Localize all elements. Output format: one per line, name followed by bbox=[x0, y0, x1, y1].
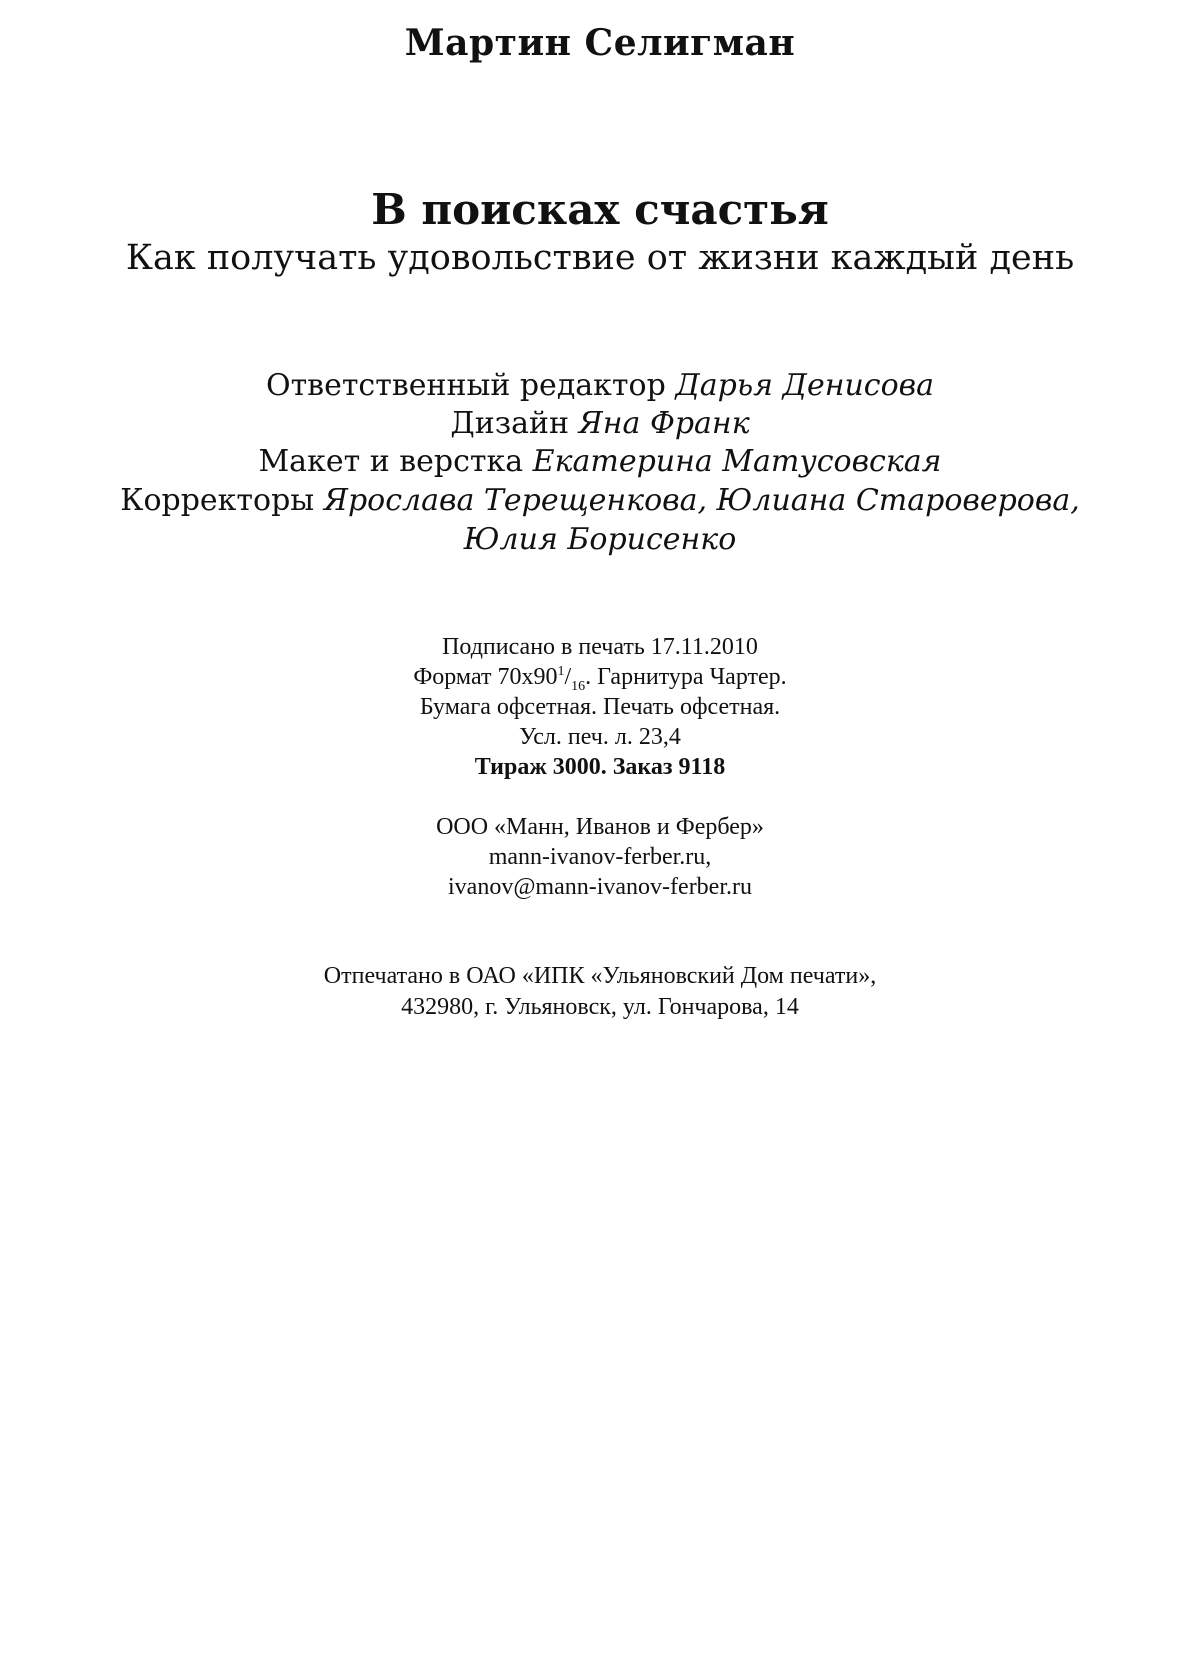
credit-editor-name: Дарья Денисова bbox=[675, 368, 934, 403]
imprint-format-sup: 1 bbox=[557, 664, 565, 679]
credit-design bbox=[0, 406, 1200, 441]
imprint-format-sub: 16 bbox=[571, 678, 586, 694]
imprint-print-run: Тираж 3000. Заказ 9118 bbox=[474, 754, 726, 780]
credit-design-name: Яна Франк bbox=[578, 406, 750, 441]
credit-layout-name: Екатерина Матусовская bbox=[532, 444, 942, 479]
credit-layout-role: Макет и верстка bbox=[258, 444, 524, 479]
credit-layout bbox=[0, 444, 1200, 479]
author-name: Мартин Селигман bbox=[404, 22, 796, 64]
credit-proofreaders-names: Ярослава Терещенкова, Юлиана Староверова, bbox=[323, 483, 1080, 518]
publisher-name: ООО «Манн, Иванов и Фербер» bbox=[436, 814, 764, 840]
imprint-format-slash: / bbox=[564, 664, 572, 690]
credit-editor bbox=[0, 368, 1200, 403]
printer-line-1: Отпечатано в ОАО «ИПК «Ульяновский Дом печати», bbox=[323, 963, 877, 989]
publisher-site: mann-ivanov-ferber.ru, bbox=[488, 844, 712, 870]
imprint-format bbox=[0, 664, 1200, 694]
imprint-paper: Бумага офсетная. Печать офсетная. bbox=[419, 694, 781, 720]
credit-proofreaders-role: Корректоры bbox=[120, 483, 315, 518]
printer-line-2: 432980, г. Ульяновск, ул. Гончарова, 14 bbox=[401, 994, 799, 1020]
credit-editor-role: Ответственный редактор bbox=[265, 368, 666, 403]
imprint-sheets: Усл. печ. л. 23,4 bbox=[519, 724, 681, 750]
book-title: В поисках счастья bbox=[371, 185, 829, 234]
credit-design-role: Дизайн bbox=[450, 406, 569, 441]
imprint-signed: Подписано в печать 17.11.2010 bbox=[442, 634, 758, 660]
publisher-email: ivanov@mann-ivanov-ferber.ru bbox=[448, 874, 752, 900]
credit-proofreaders bbox=[0, 483, 1200, 518]
imprint-format-suffix: . Гарнитура Чартер. bbox=[585, 664, 787, 690]
imprint-format-prefix: Формат 70x90 bbox=[413, 664, 558, 690]
credit-proofreaders-cont bbox=[0, 522, 1200, 557]
credit-proofreaders-names-2: Юлия Борисенко bbox=[463, 522, 737, 557]
book-subtitle: Как получать удовольствие от жизни каждый день bbox=[125, 238, 1075, 278]
